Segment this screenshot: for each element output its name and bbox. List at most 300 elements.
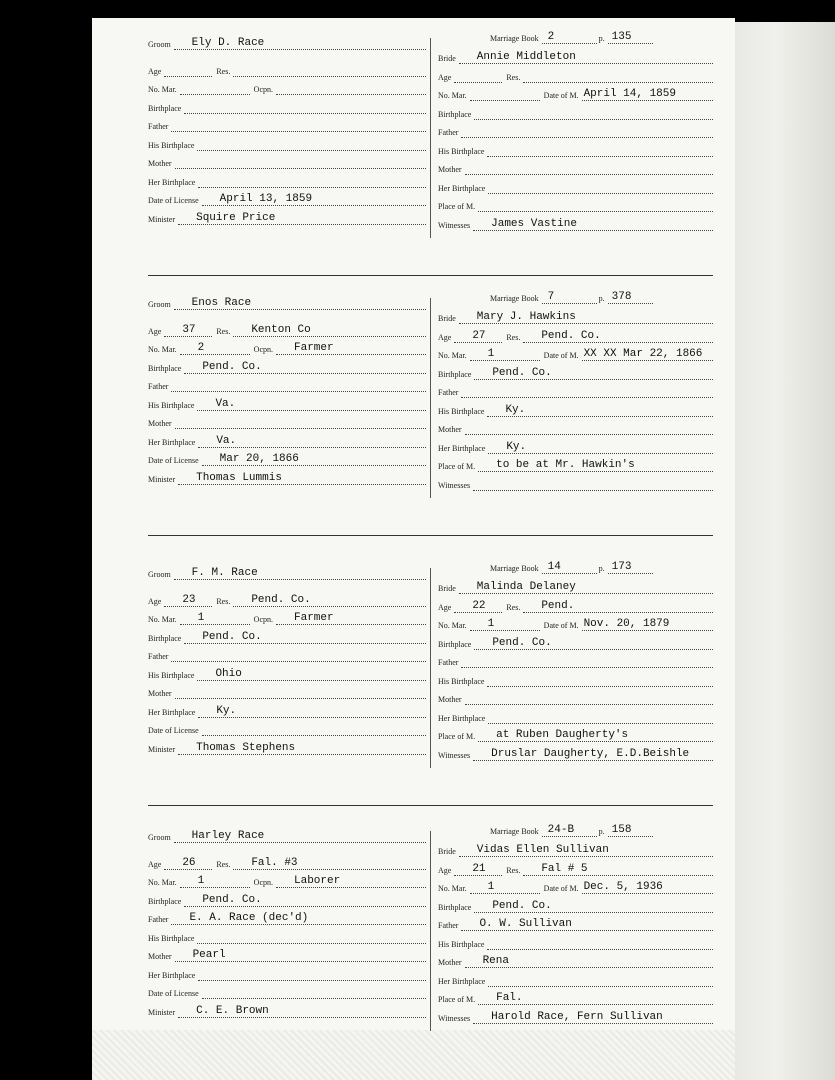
bride-row-witnesses (438, 217, 713, 231)
bride-label-age: Age (438, 332, 452, 342)
groom-line-father (171, 382, 426, 392)
bride-label-res: Res. (506, 72, 521, 82)
bride-label-date-of-m: Date of M. (543, 884, 579, 893)
bride-label-place-of-m: Place of M. (438, 462, 476, 471)
bride-value-age: 21 (472, 862, 486, 875)
bride-value-place-of-m: at Ruben Daugherty's (496, 729, 629, 741)
groom-line-age (164, 856, 212, 870)
groom-value-no-mar: 1 (197, 612, 205, 624)
bride-line-res (523, 862, 713, 876)
record-separator (148, 805, 713, 806)
groom-label-minister: Minister (148, 1007, 176, 1017)
groom-label-minister: Minister (148, 744, 176, 754)
bride-line-her-birthplace (488, 977, 713, 987)
groom-label-no-mar: No. Mar. (148, 345, 177, 354)
groom-value-her-birthplace: Ky. (216, 704, 237, 717)
groom-row-his-birthplace (148, 667, 426, 681)
groom-row-minister (148, 211, 426, 225)
bride-label-witnesses: Witnesses (438, 1013, 471, 1023)
groom-label-birthplace: Birthplace (148, 896, 182, 906)
groom-label-groom: Groom (148, 833, 171, 842)
bride-value-place-of-m: to be at Mr. Hawkin's (496, 459, 635, 471)
bride-line-birthplace (474, 366, 713, 380)
groom-row-her-birthplace (148, 178, 426, 188)
bride-label-his-birthplace: His Birthplace (438, 406, 485, 416)
groom-label-birthplace: Birthplace (148, 633, 182, 643)
groom-label-res: Res. (216, 859, 231, 869)
groom-label-minister: Minister (148, 474, 176, 484)
groom-line-her-birthplace (198, 434, 426, 448)
marriage-book-label: Marriage Book (490, 34, 539, 43)
bride-row-his-birthplace (438, 940, 713, 950)
bride-label-res: Res. (506, 332, 521, 342)
bride-row-her-birthplace (438, 184, 713, 194)
bride-value-witnesses: Druslar Daugherty, E.D.Beishle (491, 747, 690, 760)
bride-line-place-of-m (478, 202, 713, 212)
groom-line-name (174, 567, 426, 580)
bride-line-date-of-m (582, 618, 713, 631)
groom-line-minister (178, 471, 426, 485)
bride-line-date-of-m (582, 348, 713, 361)
bride-label-place-of-m: Place of M. (438, 995, 476, 1004)
groom-value-ocpn: Farmer (294, 342, 334, 354)
bride-line-no-mar (470, 618, 540, 631)
bride-row-name (438, 581, 713, 594)
bride-row-age (438, 599, 713, 613)
groom-row-his-birthplace (148, 934, 426, 944)
bride-label-her-birthplace: Her Birthplace (438, 183, 486, 193)
bride-line-res (523, 329, 713, 343)
record-separator (148, 535, 713, 536)
bride-value-name: Malinda Delaney (476, 581, 576, 593)
groom-value-minister: Thomas Stephens (196, 741, 296, 754)
bride-label-her-birthplace: Her Birthplace (438, 713, 486, 723)
bride-value-date-of-m: XX XX Mar 22, 1866 (583, 348, 703, 360)
groom-row-birthplace (148, 893, 426, 907)
bride-value-name: Vidas Ellen Sullivan (476, 844, 609, 856)
bride-row-age (438, 862, 713, 876)
groom-row-no-mar (148, 612, 426, 625)
bride-line-her-birthplace (488, 714, 713, 724)
groom-line-birthplace (184, 893, 426, 907)
bride-line-his-birthplace (487, 677, 713, 687)
groom-line-date-of-license (202, 193, 426, 206)
groom-label-age: Age (148, 326, 162, 336)
groom-value-name: F. M. Race (191, 567, 258, 579)
bride-label-no-mar: No. Mar. (438, 621, 467, 630)
groom-line-res (233, 67, 426, 77)
bride-value-her-birthplace: Ky. (506, 440, 527, 453)
groom-label-ocpn: Ocpn. (253, 878, 273, 887)
bride-line-witnesses (473, 1010, 713, 1024)
bride-value-date-of-m: Nov. 20, 1879 (583, 618, 670, 630)
groom-line-minister (178, 211, 426, 225)
groom-row-his-birthplace (148, 397, 426, 411)
bride-line-witnesses (473, 481, 713, 491)
groom-label-mother: Mother (148, 689, 172, 698)
bride-value-age: 22 (472, 599, 486, 612)
groom-label-ocpn: Ocpn. (253, 85, 273, 94)
bride-value-witnesses: Harold Race, Fern Sullivan (491, 1010, 663, 1023)
bride-line-witnesses (473, 747, 713, 761)
bride-value-birthplace: Pend. Co. (492, 636, 552, 649)
bride-row-name (438, 844, 713, 857)
groom-row-name (148, 37, 426, 50)
groom-value-age: 26 (182, 856, 196, 869)
groom-value-no-mar: 1 (197, 875, 205, 887)
groom-line-no-mar (180, 612, 250, 625)
bride-label-place-of-m: Place of M. (438, 732, 476, 741)
groom-value-minister: Thomas Lummis (196, 471, 282, 484)
bride-row-father (438, 388, 713, 398)
groom-label-her-birthplace: Her Birthplace (148, 970, 196, 980)
bride-label-his-birthplace: His Birthplace (438, 146, 485, 156)
bride-row-no-mar (438, 88, 713, 101)
bride-row-witnesses (438, 1010, 713, 1024)
groom-line-date-of-license (202, 989, 426, 999)
bride-line-father (461, 918, 713, 931)
groom-label-no-mar: No. Mar. (148, 85, 177, 94)
bride-value-res: Pend. Co. (541, 329, 601, 342)
bride-label-father: Father (438, 128, 459, 137)
page-value: 158 (611, 824, 632, 836)
groom-value-his-birthplace: Ohio (215, 667, 242, 680)
groom-value-minister: Squire Price (196, 211, 276, 224)
bride-value-no-mar: 1 (487, 348, 495, 360)
page-label: p. (598, 294, 605, 303)
record-column-divider (430, 38, 431, 238)
groom-line-father (171, 912, 426, 925)
groom-label-his-birthplace: His Birthplace (148, 400, 195, 410)
page-value: 378 (611, 291, 632, 303)
groom-row-no-mar (148, 85, 426, 95)
marriage-book-label: Marriage Book (490, 294, 539, 303)
bride-value-name: Mary J. Hawkins (476, 311, 576, 323)
bride-row-place-of-m (438, 459, 713, 472)
groom-label-her-birthplace: Her Birthplace (148, 177, 196, 187)
bride-row-mother (438, 165, 713, 175)
groom-line-his-birthplace (197, 934, 426, 944)
groom-line-mother (175, 689, 426, 699)
bride-row-father (438, 658, 713, 668)
groom-row-age (148, 856, 426, 870)
groom-row-mother (148, 159, 426, 169)
bride-label-father: Father (438, 921, 459, 930)
bride-row-birthplace (438, 110, 713, 120)
groom-row-minister (148, 1004, 426, 1018)
bride-label-father: Father (438, 388, 459, 397)
groom-line-birthplace (184, 104, 426, 114)
groom-line-age (164, 323, 212, 337)
groom-line-birthplace (184, 360, 426, 374)
bride-line-his-birthplace (487, 403, 713, 417)
groom-row-mother (148, 949, 426, 962)
bride-row-no-mar (438, 881, 713, 894)
marriage-book-value: 24-B (547, 824, 575, 836)
bride-label-birthplace: Birthplace (438, 109, 472, 119)
groom-value-name: Enos Race (191, 297, 252, 309)
bride-label-his-birthplace: His Birthplace (438, 939, 485, 949)
groom-label-date-of-license: Date of License (148, 989, 199, 998)
bride-value-date-of-m: Dec. 5, 1936 (583, 881, 663, 893)
groom-line-no-mar (180, 342, 250, 355)
groom-value-birthplace: Pend. Co. (202, 630, 262, 643)
bride-label-no-mar: No. Mar. (438, 91, 467, 100)
groom-value-birthplace: Pend. Co. (202, 360, 262, 373)
groom-line-res (233, 323, 426, 337)
groom-label-date-of-license: Date of License (148, 196, 199, 205)
groom-value-name: Harley Race (191, 830, 265, 842)
groom-line-ocpn (276, 85, 426, 95)
bride-row-name (438, 51, 713, 64)
groom-line-his-birthplace (197, 667, 426, 681)
bride-value-res: Fal # 5 (541, 862, 588, 875)
page-line (608, 561, 653, 574)
groom-line-no-mar (180, 875, 250, 888)
groom-label-no-mar: No. Mar. (148, 615, 177, 624)
bride-label-date-of-m: Date of M. (543, 91, 579, 100)
bride-line-no-mar (470, 91, 540, 101)
bride-line-no-mar (470, 348, 540, 361)
bride-label-no-mar: No. Mar. (438, 351, 467, 360)
groom-value-her-birthplace: Va. (216, 434, 237, 447)
bride-label-mother: Mother (438, 695, 462, 704)
groom-label-father: Father (148, 382, 169, 391)
bride-line-place-of-m (478, 992, 713, 1005)
groom-line-his-birthplace (197, 141, 426, 151)
bride-line-place-of-m (478, 459, 713, 472)
bride-line-res (523, 73, 713, 83)
groom-value-minister: C. E. Brown (196, 1004, 269, 1017)
bride-row-his-birthplace (438, 403, 713, 417)
marriage-book-label: Marriage Book (490, 564, 539, 573)
bride-label-res: Res. (506, 865, 521, 875)
marriage-book-line (542, 31, 597, 44)
groom-label-birthplace: Birthplace (148, 103, 182, 113)
groom-label-date-of-license: Date of License (148, 456, 199, 465)
bride-row-birthplace (438, 366, 713, 380)
bride-label-father: Father (438, 658, 459, 667)
groom-line-mother (175, 159, 426, 169)
groom-label-her-birthplace: Her Birthplace (148, 437, 196, 447)
page-line (608, 291, 653, 304)
bride-row-place-of-m (438, 992, 713, 1005)
bride-row-place-of-m (438, 729, 713, 742)
groom-line-res (233, 593, 426, 607)
bride-row-her-birthplace (438, 440, 713, 454)
scanner-margin (735, 22, 835, 1080)
groom-row-mother (148, 419, 426, 429)
bride-line-age (454, 599, 502, 613)
bride-line-place-of-m (478, 729, 713, 742)
bride-line-his-birthplace (487, 940, 713, 950)
groom-row-name (148, 567, 426, 580)
bride-label-her-birthplace: Her Birthplace (438, 976, 486, 986)
bride-row-mother (438, 695, 713, 705)
groom-label-age: Age (148, 596, 162, 606)
bride-line-no-mar (470, 881, 540, 894)
bride-line-name (459, 581, 713, 594)
groom-line-her-birthplace (198, 704, 426, 718)
bride-line-father (461, 658, 713, 668)
groom-value-ocpn: Farmer (294, 612, 334, 624)
groom-row-his-birthplace (148, 141, 426, 151)
groom-line-her-birthplace (198, 971, 426, 981)
bride-label-bride: Bride (438, 314, 456, 323)
groom-row-no-mar (148, 875, 426, 888)
groom-label-no-mar: No. Mar. (148, 878, 177, 887)
bride-line-father (461, 388, 713, 398)
bride-label-bride: Bride (438, 54, 456, 63)
bride-label-age: Age (438, 865, 452, 875)
bride-label-date-of-m: Date of M. (543, 621, 579, 630)
marriage-book-value: 14 (547, 561, 561, 573)
marriage-book-value: 7 (547, 291, 555, 303)
marriage-book-line (542, 561, 597, 574)
groom-line-birthplace (184, 630, 426, 644)
bride-value-res: Pend. (541, 599, 575, 612)
groom-line-ocpn (276, 342, 426, 355)
groom-line-age (164, 67, 212, 77)
groom-label-her-birthplace: Her Birthplace (148, 707, 196, 717)
groom-row-birthplace (148, 104, 426, 114)
groom-label-ocpn: Ocpn. (253, 615, 273, 624)
bride-line-name (459, 51, 713, 64)
groom-value-res: Pend. Co. (251, 593, 311, 606)
bride-label-birthplace: Birthplace (438, 369, 472, 379)
groom-label-mother: Mother (148, 419, 172, 428)
groom-label-minister: Minister (148, 214, 176, 224)
groom-label-mother: Mother (148, 159, 172, 168)
bride-line-witnesses (473, 217, 713, 231)
groom-line-res (233, 856, 426, 870)
page-value: 173 (611, 561, 632, 573)
groom-line-mother (175, 949, 426, 962)
groom-line-ocpn (276, 875, 426, 888)
bride-line-age (454, 73, 502, 83)
groom-row-her-birthplace (148, 971, 426, 981)
bride-line-name (459, 311, 713, 324)
scan-noise (92, 1030, 735, 1080)
groom-label-groom: Groom (148, 570, 171, 579)
page-value: 135 (611, 31, 632, 43)
groom-row-date-of-license (148, 989, 426, 999)
groom-value-mother: Pearl (192, 949, 226, 961)
groom-label-father: Father (148, 915, 169, 924)
bride-label-bride: Bride (438, 584, 456, 593)
marriage-book-line (542, 824, 597, 837)
groom-label-birthplace: Birthplace (148, 363, 182, 373)
bride-row-birthplace (438, 636, 713, 650)
bride-line-mother (465, 425, 713, 435)
bride-value-birthplace: Pend. Co. (492, 899, 552, 912)
groom-line-father (171, 652, 426, 662)
bride-label-mother: Mother (438, 425, 462, 434)
bride-line-res (523, 599, 713, 613)
bride-label-witnesses: Witnesses (438, 750, 471, 760)
groom-row-name (148, 297, 426, 310)
groom-row-name (148, 830, 426, 843)
marriage-book-value: 2 (547, 31, 555, 43)
bride-row-her-birthplace (438, 714, 713, 724)
bride-row-witnesses (438, 747, 713, 761)
groom-line-age (164, 593, 212, 607)
bride-line-age (454, 329, 502, 343)
bride-value-father: O. W. Sullivan (479, 918, 572, 930)
bride-line-mother (465, 955, 713, 968)
groom-line-name (174, 37, 426, 50)
record-column-divider (430, 298, 431, 498)
bride-line-father (461, 128, 713, 138)
groom-label-father: Father (148, 122, 169, 131)
record-column-divider (430, 831, 431, 1031)
bride-row-father (438, 128, 713, 138)
bride-line-her-birthplace (488, 184, 713, 194)
record-column-divider (430, 568, 431, 768)
groom-label-date-of-license: Date of License (148, 726, 199, 735)
bride-label-place-of-m: Place of M. (438, 202, 476, 211)
bride-row-father (438, 918, 713, 931)
groom-value-age: 37 (182, 323, 196, 336)
bride-line-mother (465, 165, 713, 175)
groom-line-name (174, 297, 426, 310)
groom-value-age: 23 (182, 593, 196, 606)
bride-row-birthplace (438, 899, 713, 913)
groom-label-mother: Mother (148, 952, 172, 961)
bride-line-his-birthplace (487, 147, 713, 157)
marriage-book-label: Marriage Book (490, 827, 539, 836)
groom-value-date-of-license: April 13, 1859 (219, 193, 313, 205)
groom-label-groom: Groom (148, 300, 171, 309)
bride-value-place-of-m: Fal. (496, 992, 523, 1004)
bride-row-her-birthplace (438, 977, 713, 987)
groom-row-birthplace (148, 360, 426, 374)
groom-label-age: Age (148, 66, 162, 76)
bride-row-his-birthplace (438, 677, 713, 687)
groom-row-date-of-license (148, 726, 426, 736)
bride-value-witnesses: James Vastine (491, 217, 577, 230)
bride-line-date-of-m (582, 88, 713, 101)
groom-row-father (148, 912, 426, 925)
groom-line-no-mar (180, 85, 250, 95)
groom-row-father (148, 122, 426, 132)
bride-row-mother (438, 955, 713, 968)
bride-label-age: Age (438, 602, 452, 612)
bride-row-mother (438, 425, 713, 435)
groom-label-res: Res. (216, 326, 231, 336)
marriage-book-row (490, 824, 660, 837)
groom-row-father (148, 652, 426, 662)
bride-label-mother: Mother (438, 165, 462, 174)
groom-line-minister (178, 1004, 426, 1018)
marriage-book-row (490, 561, 660, 574)
groom-label-his-birthplace: His Birthplace (148, 140, 195, 150)
page-label: p. (598, 827, 605, 836)
groom-value-no-mar: 2 (197, 342, 205, 354)
bride-label-bride: Bride (438, 847, 456, 856)
groom-label-ocpn: Ocpn. (253, 345, 273, 354)
groom-label-res: Res. (216, 66, 231, 76)
bride-value-date-of-m: April 14, 1859 (583, 88, 676, 100)
bride-line-name (459, 844, 713, 857)
groom-label-groom: Groom (148, 40, 171, 49)
groom-row-date-of-license (148, 193, 426, 206)
page-label: p. (598, 564, 605, 573)
record-separator (148, 275, 713, 276)
groom-label-his-birthplace: His Birthplace (148, 933, 195, 943)
bride-line-birthplace (474, 110, 713, 120)
groom-row-minister (148, 471, 426, 485)
